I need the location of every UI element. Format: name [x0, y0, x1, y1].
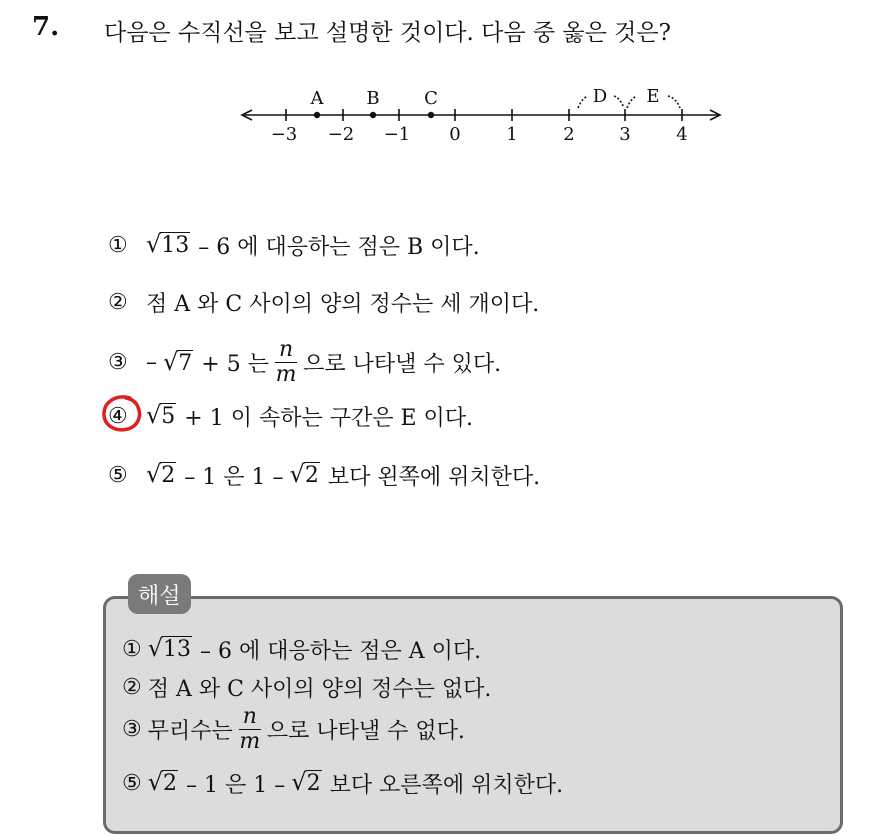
point-c-label: C — [424, 88, 438, 109]
fraction-n-over-m: $\frac{n}{m}$ — [275, 337, 297, 388]
choice-text: 보다 왼쪽에 위치한다. — [327, 465, 541, 490]
interval-d-label: D — [592, 86, 608, 107]
answer-circle-annotation — [100, 394, 144, 434]
explanation-text: 보다 오른쪽에 위치한다. — [329, 773, 564, 798]
choice-1[interactable] — [108, 230, 480, 261]
tick-label: −1 — [383, 124, 411, 145]
choice-text: + 5 는 — [201, 352, 269, 378]
explanation-text: – 6 에 대응하는 점은 A 이다. — [200, 639, 482, 664]
explanation-text: 점 A 와 C 사이의 양의 정수는 없다. — [147, 677, 492, 702]
tick-label: 3 — [619, 124, 631, 145]
choice-text: – 6 에 대응하는 점은 B 이다. — [198, 235, 480, 260]
question-number: 7. — [32, 12, 60, 42]
explanation-text: 으로 나타낼 수 없다. — [266, 719, 465, 745]
explanation-mark: ③ — [122, 717, 142, 743]
choice-text: + 1 이 속하는 구간은 E 이다. — [184, 406, 474, 431]
choice-text: 으로 나타낼 수 있다. — [303, 352, 502, 378]
explanation-line-3 — [122, 705, 465, 754]
interval-e-label: E — [646, 86, 660, 107]
sqrt-expression: √ 13 — [147, 634, 192, 663]
explanation-line-4 — [122, 768, 563, 799]
fraction-n-over-m: $\frac{n}{m}$ — [239, 704, 261, 755]
choice-text: – 1 은 1 – — [184, 465, 284, 490]
explanation-text: 무리수는 — [147, 719, 233, 745]
choice-mark: ④ — [108, 404, 128, 429]
choice-mark: ③ — [108, 350, 128, 376]
tick-label: 1 — [506, 124, 518, 145]
sqrt-expression: √ 2 — [146, 460, 176, 489]
explanation-mark: ⑤ — [122, 771, 142, 796]
explanation-mark: ② — [122, 675, 142, 700]
tick-label: −2 — [327, 124, 355, 145]
choice-mark: ⑤ — [108, 463, 128, 488]
explanation-text: – 1 은 1 – — [186, 773, 286, 798]
explanation-line-1 — [122, 634, 481, 665]
sqrt-expression: √ 2 — [291, 768, 321, 797]
tick-label: 0 — [449, 124, 461, 145]
tick-label: 2 — [563, 124, 575, 145]
sqrt-expression: √ 2 — [147, 768, 178, 797]
sqrt-expression: √ 2 — [289, 460, 319, 489]
choice-mark: ① — [108, 233, 128, 258]
choice-text: 점 A 와 C 사이의 양의 정수는 세 개이다. — [146, 292, 540, 317]
choice-3[interactable] — [108, 338, 501, 387]
tick-label: −3 — [270, 124, 298, 145]
point-a-label: A — [310, 88, 324, 109]
point-b-label: B — [366, 88, 380, 109]
choice-4[interactable] — [108, 401, 473, 432]
choice-2[interactable] — [108, 287, 539, 318]
sqrt-expression: √ 7 — [163, 347, 193, 376]
question-text: 다음은 수직선을 보고 설명한 것이다. 다음 중 옳은 것은? — [104, 20, 671, 46]
explanation-tag: 해설 — [128, 574, 191, 614]
sqrt-expression: √ 13 — [146, 230, 190, 259]
number-line — [236, 80, 726, 150]
explanation-line-2 — [122, 672, 491, 703]
choice-5[interactable] — [108, 460, 540, 491]
explanation-mark: ① — [122, 637, 142, 662]
choice-minus: – — [146, 350, 157, 376]
tick-label: 4 — [676, 124, 688, 145]
choice-mark: ② — [108, 290, 128, 315]
sqrt-expression: √ 5 — [146, 401, 176, 430]
